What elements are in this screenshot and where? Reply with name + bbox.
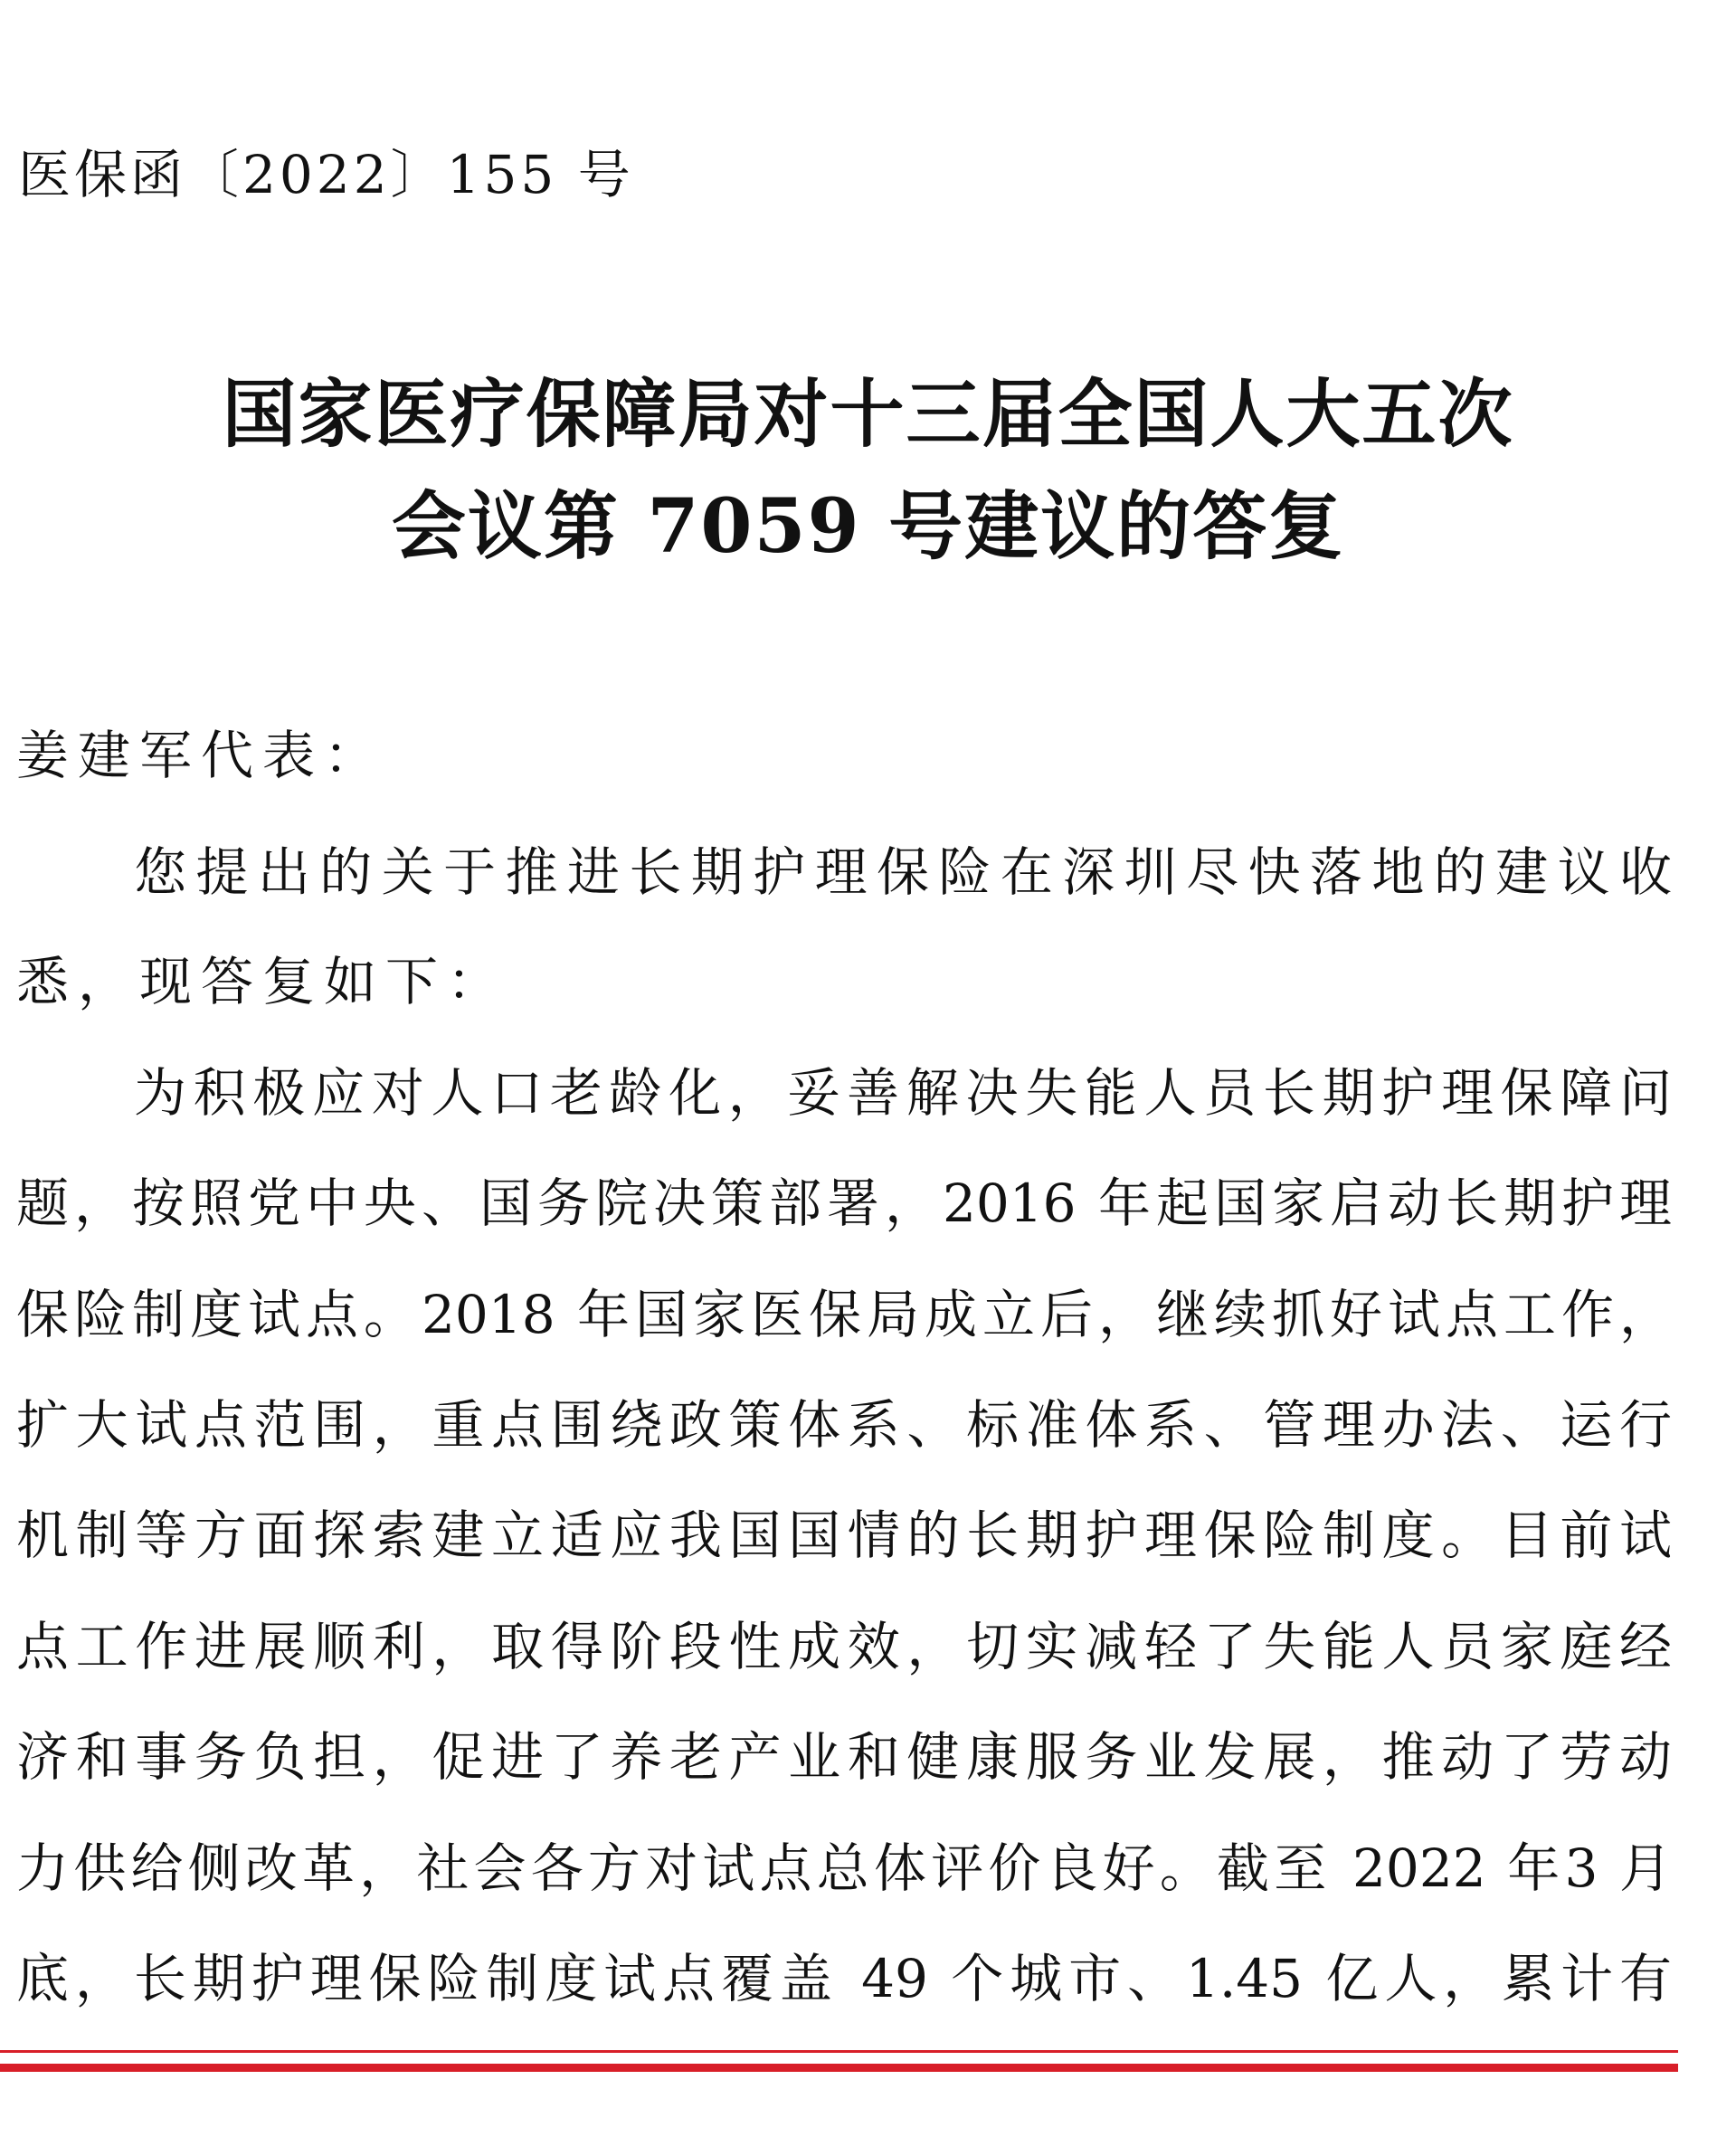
paragraph-line: 机制等方面探索建立适应我国国情的长期护理保险制度。目前试 xyxy=(16,1505,1672,1566)
footer-rule-thin xyxy=(0,2050,1678,2053)
paragraph-line: 悉，现答复如下： xyxy=(16,951,509,1012)
paragraph-line: 点工作进展顺利，取得阶段性成效，切实减轻了失能人员家庭经 xyxy=(16,1616,1672,1677)
paragraph-line: 您提出的关于推进长期护理保险在深圳尽快落地的建议收 xyxy=(134,841,1672,903)
footer-rule-thick xyxy=(0,2064,1678,2072)
paragraph-line: 扩大试点范围，重点围绕政策体系、标准体系、管理办法、运行 xyxy=(16,1394,1672,1456)
title-line-2: 会议第 7059 号建议的答复 xyxy=(391,483,1345,570)
salutation: 姜建军代表： xyxy=(16,725,386,786)
paragraph-line: 为积极应对人口老龄化，妥善解决失能人员长期护理保障问 xyxy=(134,1062,1672,1124)
paragraph-line: 题，按照党中央、国务院决策部署，2016 年起国家启动长期护理 xyxy=(16,1173,1672,1234)
paragraph-line: 底，长期护理保险制度试点覆盖 49 个城市、1.45 亿人，累计有 xyxy=(16,1948,1672,2009)
document-number: 医保函〔2022〕155 号 xyxy=(18,144,634,205)
paragraph-line: 力供给侧改革，社会各方对试点总体评价良好。截至 2022 年3 月 xyxy=(16,1837,1672,1899)
paragraph-line: 保险制度试点。2018 年国家医保局成立后，继续抓好试点工作， xyxy=(16,1284,1672,1345)
title-line-1: 国家医疗保障局对十三届全国人大五次 xyxy=(222,371,1514,458)
paragraph-line: 济和事务负担，促进了养老产业和健康服务业发展，推动了劳动 xyxy=(16,1726,1672,1788)
